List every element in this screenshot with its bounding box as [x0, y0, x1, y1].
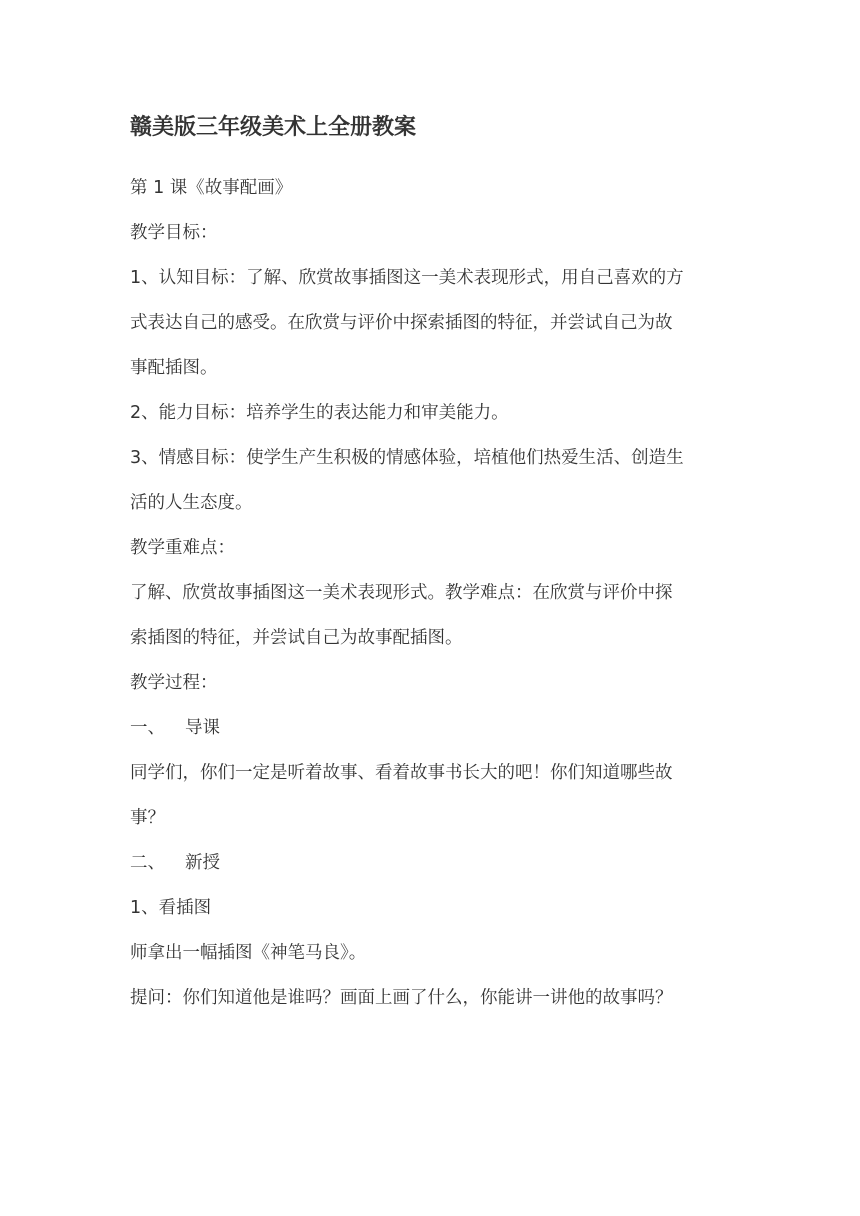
paragraph-line: 事配插图。	[130, 358, 218, 378]
paragraph-line: 索插图的特征，并尝试自己为故事配插图。	[130, 628, 463, 648]
teaching-objectives-heading: 教学目标：	[130, 223, 218, 243]
paragraph-line: 3、情感目标：使学生产生积极的情感体验，培植他们热爱生活、创造生	[130, 448, 684, 468]
key-points-heading: 教学重难点：	[130, 538, 235, 558]
teaching-process-heading: 教学过程：	[130, 673, 218, 693]
paragraph-line: 式表达自己的感受。在欣赏与评价中探索插图的特征，并尝试自己为故	[130, 313, 673, 333]
section-title: 导课	[185, 718, 220, 738]
paragraph-line: 了解、欣赏故事插图这一美术表现形式。教学难点：在欣赏与评价中探	[130, 583, 673, 603]
section-number: 一、	[130, 718, 165, 738]
paragraph-line: 提问：你们知道他是谁吗？画面上画了什么，你能讲一讲他的故事吗？	[130, 988, 673, 1008]
paragraph-line: 1、看插图	[130, 898, 212, 918]
document-title: 赣美版三年级美术上全册教案	[130, 115, 417, 140]
section-title: 新授	[185, 853, 220, 873]
paragraph-line: 活的人生态度。	[130, 493, 253, 513]
section-heading-intro	[130, 714, 220, 742]
paragraph-line: 师拿出一幅插图《神笔马良》。	[130, 943, 367, 963]
paragraph-line: 2、能力目标：培养学生的表达能力和审美能力。	[130, 403, 509, 423]
paragraph-line: 1、认知目标：了解、欣赏故事插图这一美术表现形式，用自己喜欢的方	[130, 268, 684, 288]
paragraph-line: 事？	[130, 808, 165, 828]
lesson-heading: 第 1 课《故事配画》	[130, 178, 293, 198]
section-heading-new-lesson	[130, 849, 220, 877]
section-number: 二、	[130, 853, 165, 873]
paragraph-line: 同学们，你们一定是听着故事、看着故事书长大的吧！你们知道哪些故	[130, 763, 673, 783]
